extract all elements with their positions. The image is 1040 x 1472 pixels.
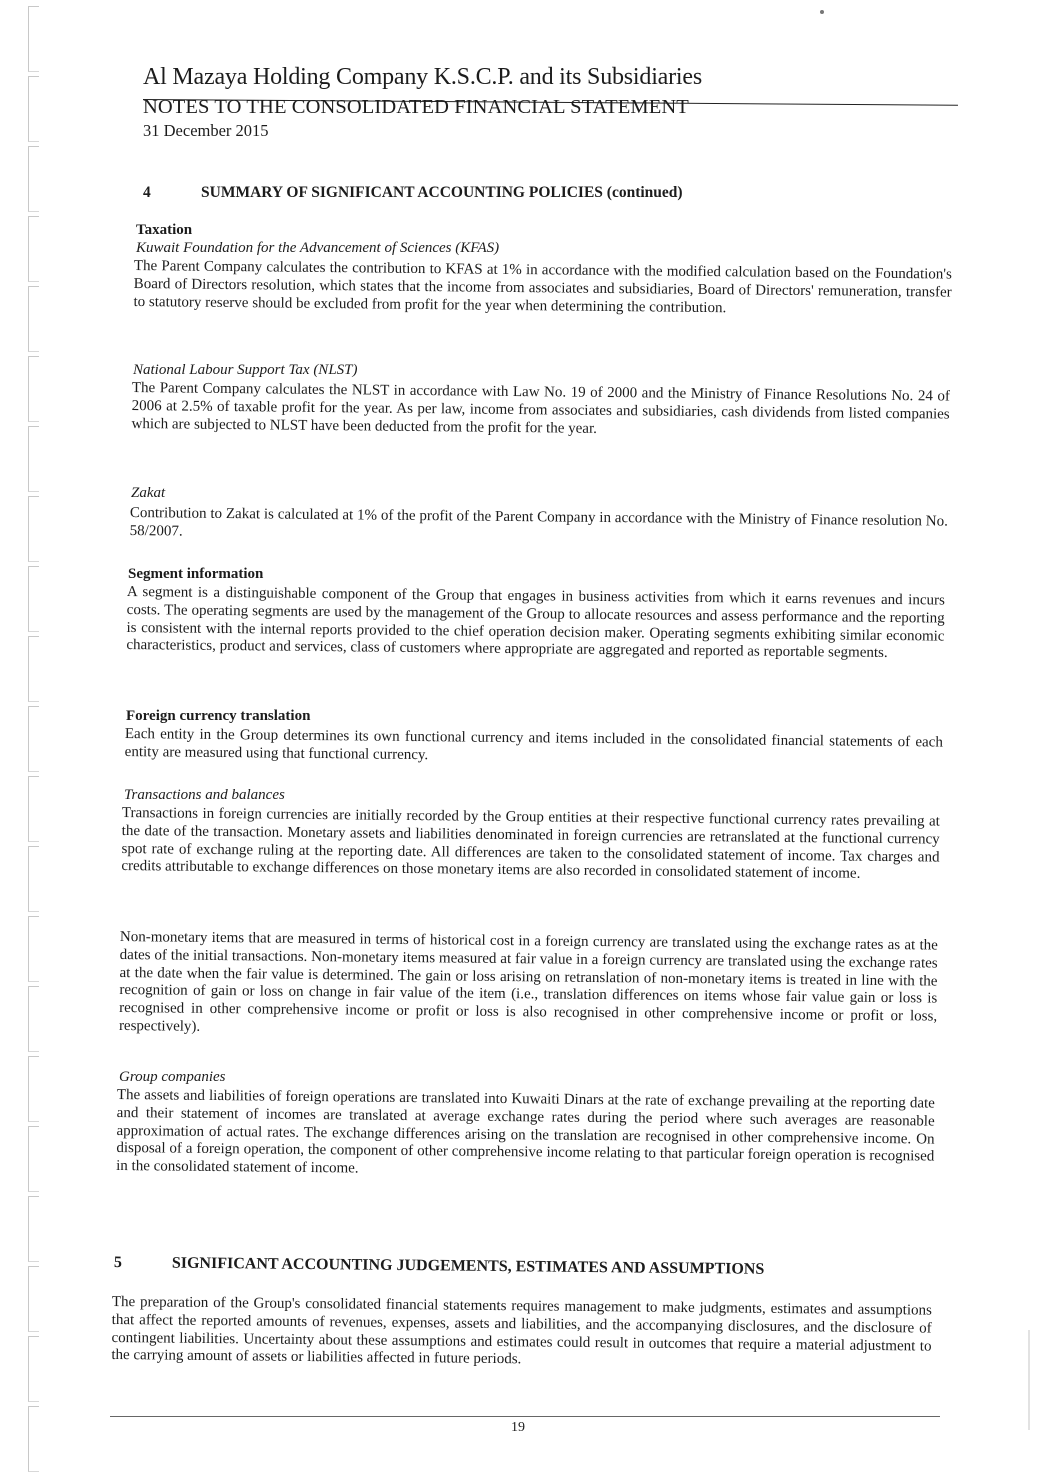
section-5-heading <box>114 1254 765 1279</box>
section-number: 4 <box>143 184 151 201</box>
foreign-currency-heading: Foreign currency translation <box>126 708 311 724</box>
section-4-heading <box>143 184 683 202</box>
group-companies-subheading: Group companies <box>119 1069 226 1085</box>
footer-rule <box>110 1416 940 1417</box>
foreign-currency-paragraph: Each entity in the Group determines its own functional currency and items included in the consolidated financial statements of each entity are measured using that functional currency. <box>124 726 943 763</box>
segment-paragraph: A segment is a distinguishable component of the Group that engages in business activities from which it earns revenues and incurs costs. The operating segments are used by the management of the Group to allocate resources and assess performance and the reporting is consistent with the internal reports provided to the chief operation decision maker. Operating segments exhibiting similar economic characteristics, product and services, class of customers where appropriate are aggregated and reported as reportable segments. <box>126 584 945 662</box>
non-monetary-paragraph: Non-monetary items that are measured in terms of historical cost in a foreign currency are translated using the exchange rates as at the dates of the initial transactions. Non-monetary items measured at fair value in a foreign currency are translated using the exchange rates at the date when the fair value is determined. The gain or loss arising on retranslation of non-monetary items is treated in line with the recognition of gain or loss on change in fair value of the item (i.e., translation differences on items whose fair value gain or loss is recognised in other comprehensive income or profit or loss is also recognised in other comprehensive income or profit or loss, respectively). <box>118 929 938 1035</box>
taxation-heading: Taxation <box>136 222 193 238</box>
transactions-subheading: Transactions and balances <box>124 787 285 803</box>
page-number: 19 <box>511 1420 525 1435</box>
section-title: SUMMARY OF SIGNIFICANT ACCOUNTING POLICIES (continued) <box>201 184 683 201</box>
statement-title: NOTES TO THE CONSOLIDATED FINANCIAL STATEMENT <box>143 96 689 118</box>
segment-heading: Segment information <box>128 566 264 582</box>
section-5-paragraph: The preparation of the Group's consolidated financial statements requires management to make judgments, estimates and assumptions that affect the reported amounts of revenues, expenses, assets and liabilities, and the accompanying disclosures, and the disclosure of contingent liabilities. Uncertainty about these assumptions and estimates could result in outcomes that require a material adjustment to the carrying amount of assets or liabilities affected in future periods. <box>111 1294 932 1368</box>
nlst-paragraph: The Parent Company calculates the NLST in accordance with Law No. 19 of 2000 and the Ministry of Finance Resolutions No. 24 of 2006 at 2.5% of taxable profit for the year. As per law, income from associates and subsidiaries, cash dividends from listed companies which are subjected to NLST have been deducted from the profit for the year. <box>131 380 950 437</box>
kfas-paragraph: The Parent Company calculates the contribution to KFAS at 1% in accordance with the modified calculation based on the Foundation's Board of Directors resolution, which states that the income from associates and subsidiaries, Board of Directors' remuneration, transfer to statutory reserve should be excluded from profit for the year when determining the contribution. <box>133 258 952 316</box>
statement-date: 31 December 2015 <box>143 121 269 140</box>
zakat-subheading: Zakat <box>131 485 166 501</box>
section-title: SIGNIFICANT ACCOUNTING JUDGEMENTS, ESTIMATES AND ASSUMPTIONS <box>171 1254 765 1278</box>
nlst-subheading: National Labour Support Tax (NLST) <box>133 362 358 378</box>
transactions-paragraph: Transactions in foreign currencies are initially recorded by the Group entities at their respective functional currency rates prevailing at the date of the transaction. Monetary assets and liabilities denominated in foreign currencies are retranslated at the functional currency spot rate of exchange ruling at the reporting date. All differences are taken to the consolidated statement of income. Tax charges and credits attributable to exchange differences on those monetary items are also recorded in consolidated statement of income. <box>121 805 940 883</box>
section-number: 5 <box>113 1254 122 1272</box>
kfas-subheading: Kuwait Foundation for the Advancement of Sciences (KFAS) <box>136 240 500 256</box>
group-companies-paragraph: The assets and liabilities of foreign operations are translated into Kuwaiti Dinars at the rate of exchange prevailing at the reporting date and their statement of incomes are translated at average exchange rates during the period where such averages are reasonable approximation of actual rates. The exchange differences arising on the translation are recognised in other comprehensive income. On disposal of a foreign operation, the component of other comprehensive income relating to that particular foreign operation is recognised in the consolidated statement of income. <box>116 1087 935 1177</box>
zakat-paragraph: Contribution to Zakat is calculated at 1% of the profit of the Parent Company in accordance with the Ministry of Finance resolution No. 58/2007. <box>129 505 948 540</box>
company-name: Al Mazaya Holding Company K.S.C.P. and its Subsidiaries <box>143 64 702 90</box>
